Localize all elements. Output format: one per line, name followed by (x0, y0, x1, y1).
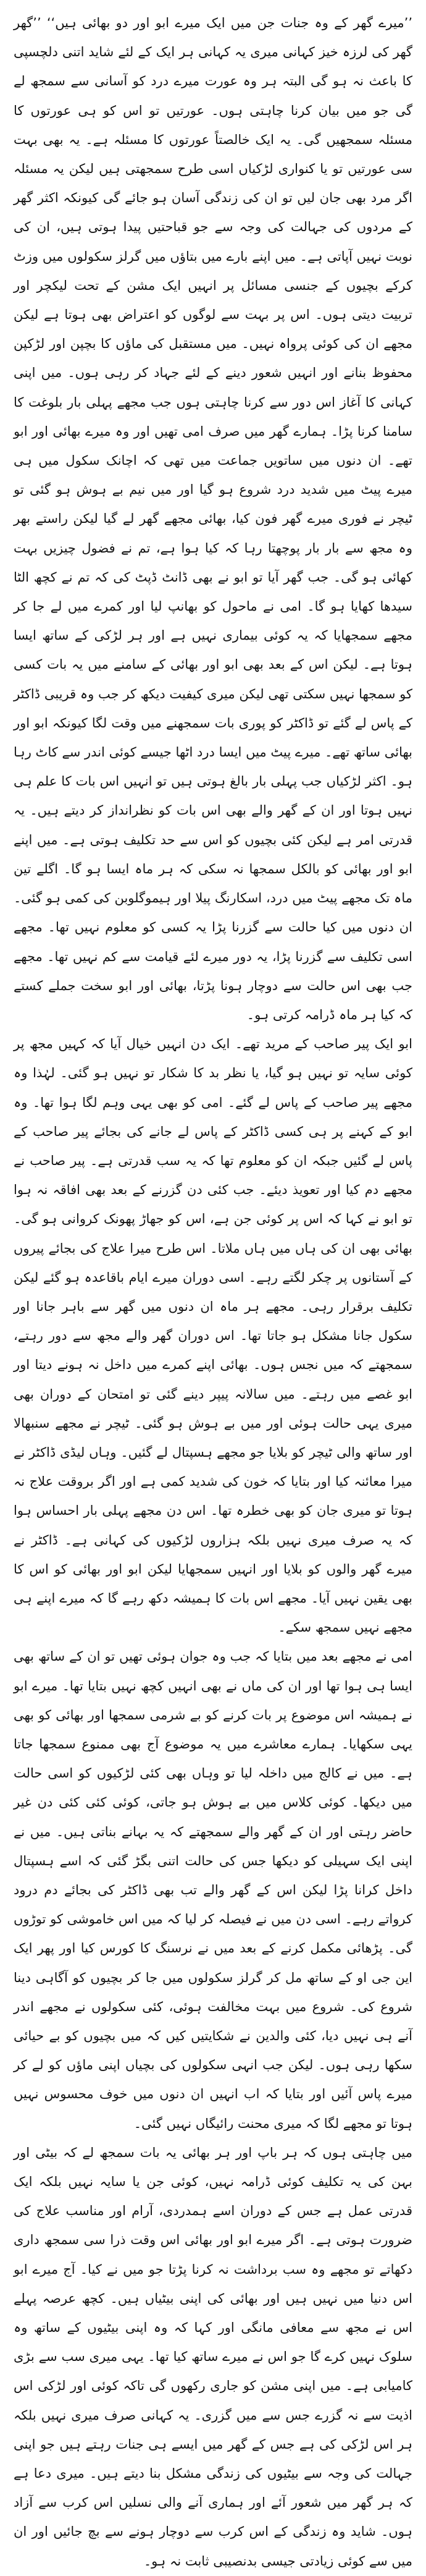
article-paragraph: ’’میرے گھر کے وہ جنات جن میں ایک میرے ابو اور دو بھائی ہیں‘‘ ’’گھر گھر کی لرزہ خیز کہانی میری یہ کہانی ہر ایک کے لئے شاید اتنی دلچسپی کا باعث نہ ہو گی البتہ ہر وہ عورت میرے درد کو آسانی سے سمجھ لے گی جو میں بیان کرنا چاہتی ہوں۔ عورتیں تو اس کو ہی عورتوں کا مسئلہ سمجھیں گی۔ یہ ایک خالصتاً عورتوں کا مسئلہ ہے۔ یہ بھی بہت سی عورتیں تو یا کنواری لڑکیاں اسی طرح سمجھتی ہیں لیکن یہ مسئلہ اگر مرد بھی جان لیں تو ان کی زندگی آسان ہو جائے گی کیونکہ اکثر گھر کے مردوں کی جہالت کی وجہ سے جو قباحتیں پیدا ہوتی ہیں، ان کی نوبت نہیں آپاتی ہے۔ میں اپنے بارے میں بتاؤں میں گرلز سکولوں میں وزٹ کرکے بچیوں کے جنسی مسائل پر انہیں ایک مشن کے تحت لیکچر اور تربیت دیتی ہوں۔ اس پر بہت سے لوگوں کو اعتراض بھی ہوتا ہے لیکن مجھے ان کی کوئی پرواہ نہیں۔ میں مستقبل کی ماؤں کا بچپن اور لڑکپن محفوظ بنانے اور انہیں شعور دینے کے لئے جہاد کر رہی ہوں۔ میں اپنی کہانی کا آغاز اس دور سے کرنا چاہتی ہوں جب مجھے پہلی بار بلوغت کا سامنا کرنا پڑا۔ ہمارے گھر میں صرف امی تھیں اور وہ میرے بھائی اور ابو تھے۔ ان دنوں میں ساتویں جماعت میں تھی کہ اچانک سکول میں ہی میرے پیٹ میں شدید درد شروع ہو گیا اور میں نیم بے ہوش ہو گئی تو ٹیچر نے فوری میرے گھر فون کیا، بھائی مجھے گھر لے گیا لیکن راستے بھر وہ مجھ سے بار بار پوچھتا رہا کہ کیا ہوا ہے، تم نے فضول چیزیں بہت کھائی ہو گی۔ جب گھر آیا تو ابو نے بھی ڈانٹ ڈپٹ کی کہ تم نے کچھ الٹا سیدھا کھایا ہو گا۔ امی نے ماحول کو بھانپ لیا اور کمرے میں لے جا کر مجھے سمجھایا کہ یہ کوئی بیماری نہیں ہے اور ہر لڑکی کے ساتھ ایسا ہوتا ہے۔ لیکن اس کے بعد بھی ابو اور بھائی کے سامنے میں یہ بات کسی کو سمجھا نہیں سکتی تھی لیکن میری کیفیت دیکھ کر جب وہ قریبی ڈاکٹر کے پاس لے گئے تو ڈاکٹر کو پوری بات سمجھنے میں وقت لگا کیونکہ ابو اور بھائی ساتھ تھے۔ میرے پیٹ میں ایسا درد اٹھا جیسے کوئی اندر سے کاٹ رہا ہو۔ اکثر لڑکیاں جب پہلی بار بالغ ہوتی ہیں تو انہیں اس بات کا علم ہی نہیں ہوتا اور ان کے گھر والے بھی اس بات کو نظرانداز کر دیتے ہیں۔ یہ قدرتی امر ہے لیکن کئی بچیوں کو اس سے حد تکلیف ہوتی ہے۔ میں اپنے ابو اور بھائی کو بالکل سمجھا نہ سکی کہ ہر ماہ ایسا ہو گا۔ اگلے تین ماہ تک مجھے پیٹ میں درد، اسکارنگ پیلا اور ہیموگلوبن کی کمی ہو گئی۔ ان دنوں میں کیا حالت سے گزرنا پڑا یہ کسی کو معلوم نہیں تھا۔ مجھے اسی تکلیف سے گزرنا پڑا، یہ دور میرے لئے قیامت سے کم نہیں تھا۔ مجھے جب بھی اس حالت سے دوچار ہونا پڑتا، بھائی اور ابو سخت جملے کستے کہ کیا ہر ماہ ڈرامہ کرتی ہو۔ (14, 15, 412, 1022)
article-paragraph: میں چاہتی ہوں کہ ہر باپ اور ہر بھائی یہ بات سمجھ لے کہ بیٹی اور بہن کی یہ تکلیف کوئی ڈرامہ نہیں، کوئی جن یا سایہ نہیں بلکہ ایک قدرتی عمل ہے جس کے دوران اسے ہمدردی، آرام اور مناسب علاج کی ضرورت ہوتی ہے۔ اگر میرے ابو اور بھائی اس وقت ذرا سی سمجھ داری دکھاتے تو مجھے وہ سب برداشت نہ کرنا پڑتا جو میں نے کیا۔ آج میرے ابو اس دنیا میں نہیں ہیں اور بھائی کی اپنی بیٹیاں ہیں۔ کچھ عرصہ پہلے اس نے مجھ سے معافی مانگی اور کہا کہ وہ اپنی بیٹیوں کے ساتھ وہ سلوک نہیں کرے گا جو اس نے میرے ساتھ کیا تھا۔ یہی میری سب سے بڑی کامیابی ہے۔ میں اپنی مشن کو جاری رکھوں گی تاکہ کوئی اور لڑکی اس اذیت سے نہ گزرے جس سے میں گزری۔ یہ کہانی صرف میری نہیں بلکہ ہر اس لڑکی کی ہے جس کے گھر میں ایسے ہی جنات رہتے ہیں جو اپنی جہالت کی وجہ سے بیٹیوں کی زندگی مشکل بنا دیتے ہیں۔ میری دعا ہے کہ ہر گھر میں شعور آئے اور ہماری آنے والی نسلیں اس کرب سے آزاد ہوں۔ شاید وہ زندگی کے اس کرب سے دوچار ہونے سے بچ جائیں اور ان میں سے کوئی زیادتی جیسی بدنصیبی ثابت نہ ہو۔ (14, 2145, 412, 2569)
article-paragraph: ابو ایک پیر صاحب کے مرید تھے۔ ایک دن انہیں خیال آیا کہ کہیں مجھ پر کوئی سایہ تو نہیں ہو گیا، یا نظر بد کا شکار تو نہیں ہو گئی۔ لہٰذا وہ مجھے پیر صاحب کے پاس لے گئے۔ امی کو بھی یہی وہم لگا ہوا تھا۔ وہ ابو کے کہنے پر ہی کسی ڈاکٹر کے پاس لے جانے کی بجائے پیر صاحب کے پاس لے گئیں جبکہ ان کو معلوم تھا کہ یہ سب قدرتی ہے۔ پیر صاحب نے مجھے دم کیا اور تعویذ دیئے۔ جب کئی دن گزرنے کے بعد بھی افاقہ نہ ہوا تو ابو نے کہا کہ اس پر کوئی جن ہے، اس کو جھاڑ پھونک کروانی ہو گی۔ بھائی بھی ان کی ہاں میں ہاں ملاتا۔ اس طرح میرا علاج کی بجائے پیروں کے آستانوں پر چکر لگتے رہے۔ اسی دوران میرے ایام باقاعدہ ہو گئے لیکن تکلیف برقرار رہی۔ مجھے ہر ماہ ان دنوں میں گھر سے باہر جانا اور سکول جانا مشکل ہو جاتا تھا۔ اس دوران گھر والے مجھ سے دور رہتے، سمجھتے کہ میں نجس ہوں۔ بھائی اپنے کمرے میں داخل نہ ہونے دیتا اور ابو غصے میں رہتے۔ میں سالانہ پیپر دینے گئی تو امتحان کے دوران بھی میری یہی حالت ہوئی اور میں بے ہوش ہو گئی۔ ٹیچر نے مجھے سنبھالا اور ساتھ والی ٹیچر کو بلایا جو مجھے ہسپتال لے گئیں۔ وہاں لیڈی ڈاکٹر نے میرا معائنہ کیا اور بتایا کہ خون کی شدید کمی ہے اور اگر بروقت علاج نہ ہوتا تو میری جان کو بھی خطرہ تھا۔ اس دن مجھے پہلی بار احساس ہوا کہ یہ صرف میری نہیں بلکہ ہزاروں لڑکیوں کی کہانی ہے۔ ڈاکٹر نے میرے گھر والوں کو بلایا اور انہیں سمجھایا لیکن ابو اور بھائی کو اس کا بھی یقین نہیں آیا۔ مجھے اس بات کا ہمیشہ دکھ رہے گا کہ میرے اپنے ہی مجھے نہیں سمجھ سکے۔ (14, 1036, 412, 1635)
article-paragraph: امی نے مجھے بعد میں بتایا کہ جب وہ جوان ہوئی تھیں تو ان کے ساتھ بھی ایسا ہی ہوا تھا اور ان کی ماں نے بھی انہیں کچھ نہیں بتایا تھا۔ میرے ابو نے ہمیشہ اس موضوع پر بات کرنے کو بے شرمی سمجھا اور بھائی کو بھی یہی سکھایا۔ ہمارے معاشرے میں یہ موضوع آج بھی ممنوع سمجھا جاتا ہے۔ میں نے کالج میں داخلہ لیا تو وہاں بھی کئی لڑکیوں کو اسی حالت میں دیکھا۔ کوئی کلاس میں بے ہوش ہو جاتی، کوئی کئی کئی دن غیر حاضر رہتی اور ان کے گھر والے سمجھتے کہ یہ بہانے بناتی ہیں۔ میں نے اپنی ایک سہیلی کو دیکھا جس کی حالت اتنی بگڑ گئی کہ اسے ہسپتال داخل کرانا پڑا لیکن اس کے گھر والے تب بھی ڈاکٹر کی بجائے دم درود کرواتے رہے۔ اسی دن میں نے فیصلہ کر لیا کہ میں اس خاموشی کو توڑوں گی۔ پڑھائی مکمل کرنے کے بعد میں نے نرسنگ کا کورس کیا اور پھر ایک این جی او کے ساتھ مل کر گرلز سکولوں میں جا کر بچیوں کو آگاہی دینا شروع کی۔ شروع میں بہت مخالفت ہوئی، کئی سکولوں نے مجھے اندر آنے ہی نہیں دیا، کئی والدین نے شکایتیں کیں کہ میں بچیوں کو بے حیائی سکھا رہی ہوں۔ لیکن جب انہی سکولوں کی بچیاں اپنی ماؤں کو لے کر میرے پاس آئیں اور بتایا کہ اب انہیں ان دنوں میں خوف محسوس نہیں ہوتا تو مجھے لگا کہ میری محنت رائیگاں نہیں گئی۔ (14, 1649, 412, 2131)
article-body (14, 9, 412, 2576)
